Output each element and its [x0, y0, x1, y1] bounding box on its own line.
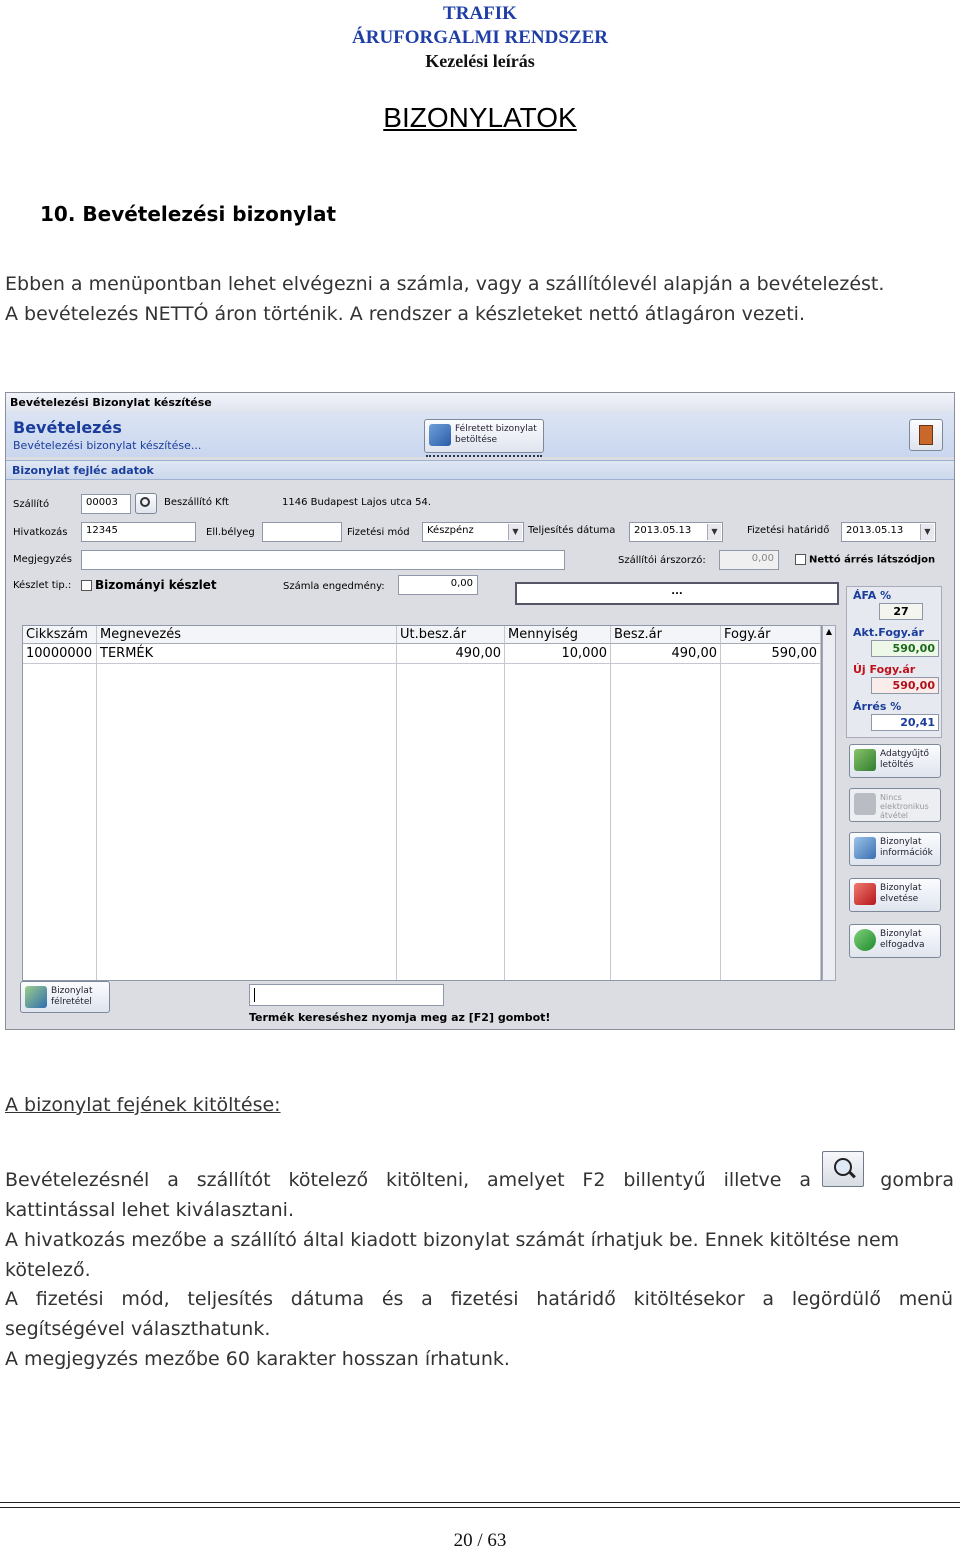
cross-icon	[854, 883, 876, 905]
product-search-input[interactable]	[249, 984, 444, 1006]
footer-rule-thin	[0, 1507, 960, 1508]
info-icon	[854, 837, 876, 859]
due-date-value: 2013.05.13	[846, 525, 904, 536]
document-info-button[interactable]	[849, 832, 941, 866]
table-cell[interactable]: 490,00	[611, 644, 721, 664]
stamp-label: Ell.bélyeg	[206, 527, 255, 538]
checkbox-icon	[81, 580, 92, 591]
consignment-label: Bizományi készlet	[95, 578, 217, 592]
paragraph-1-gombra: gombra	[880, 1169, 954, 1191]
supplier-name: Beszállító Kft	[164, 497, 229, 508]
paragraph-2-line-2: kötelező.	[5, 1259, 91, 1281]
new-sale-price-label: Új Fogy.ár	[853, 663, 916, 676]
note-label: Megjegyzés	[13, 554, 72, 565]
stock-type-label: Készlet tip.:	[13, 580, 72, 591]
doc-header-manual: Kezelési leírás	[425, 51, 535, 71]
accept-document-button[interactable]	[849, 924, 941, 958]
park-label-1: Bizonylat	[51, 986, 93, 996]
discount-label: Számla engedmény:	[283, 581, 385, 592]
section-heading: 10. Bevételezési bizonylat	[40, 202, 337, 226]
no-electronic-label-3: átvétel	[880, 811, 908, 820]
table-cell[interactable]: 10000000	[23, 644, 97, 664]
intro-line-1: Ebben a menüpontban lehet elvégezni a számla, vagy a szállítólevél alapján a bevételezést.	[5, 273, 885, 295]
chevron-down-icon: ▼	[920, 524, 934, 540]
items-table	[22, 625, 822, 981]
accept-label-1: Bizonylat	[880, 929, 922, 939]
no-electronic-receipt-button[interactable]	[849, 788, 941, 822]
stamp-input[interactable]	[262, 522, 342, 542]
load-parked-label: Félretett bizonylat betöltése	[455, 424, 537, 445]
download-label-1: Adatgyűjtő	[880, 749, 930, 759]
app-subtitle: Bevételezési bizonylat készítése...	[13, 439, 202, 452]
fulfilment-date-label: Teljesítés dátuma	[528, 525, 616, 536]
new-sale-price-value: 590,00	[871, 677, 939, 694]
grid-line	[720, 664, 721, 980]
info-label-2: információk	[880, 848, 933, 858]
subheading: A bizonylat fejének kitöltése:	[5, 1094, 281, 1116]
load-parked-button[interactable]	[424, 419, 544, 453]
exit-door-icon	[919, 425, 933, 445]
paragraph-2-line-1: A hivatkozás mezőbe a szállító által kiadott bizonylat számát írhatjuk be. Ennek kitöltése nem	[5, 1229, 900, 1251]
supplier-address: 1146 Budapest Lajos utca 54.	[282, 497, 432, 508]
discard-label-2: elvetése	[880, 894, 919, 904]
doc-header-trafik: TRAFIK	[443, 3, 517, 24]
col-header-name[interactable]: Megnevezés	[97, 626, 397, 644]
price-side-panel	[846, 586, 942, 738]
window-title: Bevételezési Bizonylat készítése	[6, 393, 954, 413]
checkbox-icon	[795, 554, 806, 565]
net-margin-checkbox[interactable]	[795, 554, 935, 566]
exit-button[interactable]	[909, 419, 943, 451]
grid-line	[396, 664, 397, 980]
payment-method-select[interactable]	[422, 522, 524, 542]
paragraph-4: A megjegyzés mezőbe 60 karakter hosszan írhatunk.	[5, 1348, 510, 1370]
fulfilment-date-value: 2013.05.13	[634, 525, 692, 536]
vat-value: 27	[879, 603, 923, 620]
park-label-2: félretétel	[51, 997, 92, 1007]
info-label-1: Bizonylat	[880, 837, 922, 847]
table-scrollbar[interactable]	[822, 625, 836, 981]
current-sale-price-label: Akt.Fogy.ár	[853, 626, 924, 639]
grid-line	[820, 664, 821, 980]
search-hint: Termék kereséshez nyomja meg az [F2] gombot!	[249, 1011, 551, 1024]
col-header-sale-price[interactable]: Fogy.ár	[721, 626, 821, 644]
net-margin-label: Nettó árrés látszódjon	[809, 554, 936, 566]
table-cell[interactable]: 10,000	[505, 644, 611, 664]
page-title: BIZONYLATOK	[383, 102, 577, 133]
discount-input[interactable]: 0,00	[398, 575, 478, 595]
doc-header-system: ÁRUFORGALMI RENDSZER	[352, 27, 608, 48]
multiplier-label: Szállítói árszorzó:	[618, 555, 706, 566]
current-sale-price-value: 590,00	[871, 640, 939, 657]
consignment-checkbox[interactable]	[81, 578, 217, 592]
discard-document-button[interactable]	[849, 878, 941, 912]
park-icon	[25, 986, 47, 1008]
chevron-down-icon: ▼	[707, 524, 721, 540]
reference-input[interactable]: 12345	[81, 522, 196, 542]
divider	[426, 455, 542, 459]
due-date-label: Fizetési határidő	[747, 525, 830, 536]
intro-line-2: A bevételezés NETTÓ áron történik. A rendszer a készleteket nettó átlagáron vezeti.	[5, 303, 805, 325]
fulfilment-date-select[interactable]	[629, 522, 723, 542]
page-number: 20 / 63	[453, 1530, 507, 1551]
magnifier-handle	[848, 1171, 856, 1179]
park-document-button[interactable]	[20, 981, 110, 1013]
document-icon	[429, 424, 451, 446]
grid-line	[96, 664, 97, 980]
header-section-bar: Bizonylat fejléc adatok	[6, 460, 954, 480]
checkmark-shield-icon	[854, 929, 876, 951]
magnifier-icon	[140, 497, 150, 507]
table-cell[interactable]: TERMÉK	[97, 644, 397, 664]
table-cell[interactable]: 490,00	[397, 644, 505, 664]
vat-label: ÁFA %	[853, 589, 892, 602]
due-date-select[interactable]	[841, 522, 936, 542]
chevron-down-icon: ▼	[508, 524, 522, 540]
envelope-icon	[854, 793, 876, 815]
col-header-quantity[interactable]: Mennyiség	[505, 626, 611, 644]
paragraph-1-line-2: kattintással lehet kiválasztani.	[5, 1199, 294, 1221]
scroll-up-icon[interactable]: ▲	[825, 627, 833, 636]
col-header-code[interactable]: Cikkszám	[23, 626, 97, 644]
info-display: ...	[515, 582, 839, 605]
download-icon	[854, 749, 876, 771]
col-header-unit-price[interactable]: Ut.besz.ár	[397, 626, 505, 644]
payment-method-label: Fizetési mód	[347, 527, 410, 538]
supplier-label: Szállító	[13, 499, 50, 510]
footer-rule	[0, 1502, 960, 1503]
no-electronic-label-1: Nincs	[880, 793, 902, 802]
paragraph-3-line-2: segítségével választhatunk.	[5, 1318, 271, 1340]
multiplier-input[interactable]: 0,00	[719, 550, 779, 570]
grid-line	[504, 664, 505, 980]
discard-label-1: Bizonylat	[880, 883, 922, 893]
download-label-2: letöltés	[880, 760, 914, 770]
paragraph-3-line-1: A fizetési mód, teljesítés dátuma és a fizetési határidő kitöltésekor a legördülő menü	[5, 1288, 953, 1310]
app-big-title: Bevételezés	[13, 418, 122, 437]
margin-label: Árrés %	[853, 700, 902, 713]
supplier-code-input[interactable]: 00003	[81, 494, 131, 514]
paragraph-1-line-1: Bevételezésnél a szállítót kötelező kitölteni, amelyet F2 billentyű illetve a	[5, 1169, 811, 1191]
reference-label: Hivatkozás	[13, 527, 68, 538]
margin-value: 20,41	[871, 714, 939, 731]
note-input[interactable]	[81, 550, 565, 570]
supplier-search-icon	[822, 1151, 864, 1187]
col-header-purchase-price[interactable]: Besz.ár	[611, 626, 721, 644]
text-cursor	[254, 988, 255, 1002]
download-collector-button[interactable]	[849, 744, 941, 778]
no-electronic-label-2: elektronikus	[880, 802, 929, 811]
payment-method-value: Készpénz	[427, 525, 474, 536]
receipt-window	[5, 392, 955, 1030]
supplier-search-button[interactable]	[135, 493, 157, 514]
accept-label-2: elfogadva	[880, 940, 925, 950]
table-cell[interactable]: 590,00	[721, 644, 821, 664]
grid-line	[610, 664, 611, 980]
